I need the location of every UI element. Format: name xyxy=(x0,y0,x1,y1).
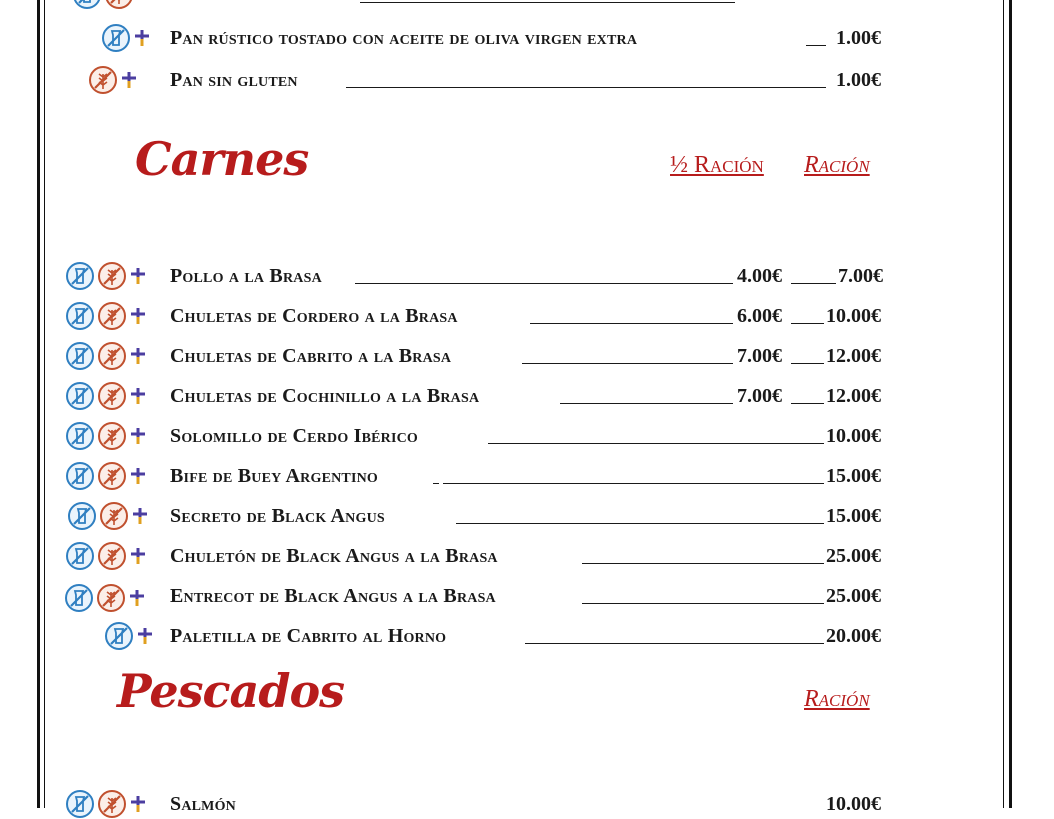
cross-icon xyxy=(131,796,145,812)
cross-icon xyxy=(131,548,145,564)
menu-item-row xyxy=(0,23,1054,53)
dot-leader xyxy=(355,283,733,284)
menu-item-half-price: 7.00€ xyxy=(737,385,782,407)
menu-item-row xyxy=(0,541,1054,571)
dot-leader xyxy=(360,2,735,3)
lactose-free-icon xyxy=(65,301,95,331)
gluten-free-icon xyxy=(97,341,127,371)
menu-item-name: Chuletas de Cabrito a la Brasa xyxy=(170,345,452,367)
cross-icon xyxy=(135,30,149,46)
menu-item-price: 20.00€ xyxy=(826,625,881,647)
menu-item-name: Paletilla de Cabrito al Horno xyxy=(170,625,447,647)
gluten-free-icon xyxy=(99,501,129,531)
menu-item-row xyxy=(0,789,1054,819)
dot-leader xyxy=(443,483,824,484)
gluten-free-icon xyxy=(88,65,118,95)
menu-item-price: 15.00€ xyxy=(826,505,881,527)
gluten-free-icon xyxy=(97,421,127,451)
lactose-free-icon xyxy=(65,541,95,571)
section-title-pescados: Pescados xyxy=(117,664,345,718)
dot-leader xyxy=(346,87,826,88)
menu-item-price: 12.00€ xyxy=(826,345,881,367)
gluten-free-icon xyxy=(97,261,127,291)
menu-item-name: Pan rústico tostado con aceite de oliva virgen extra xyxy=(170,27,638,49)
dot-leader xyxy=(522,363,733,364)
gluten-free-icon xyxy=(97,541,127,571)
menu-item-name: Bife de Buey Argentino xyxy=(170,465,378,487)
menu-item-name: Chuletón de Black Angus a la Brasa xyxy=(170,545,498,567)
lactose-free-icon xyxy=(65,261,95,291)
cross-icon xyxy=(131,428,145,444)
menu-item-price: 12.00€ xyxy=(826,385,881,407)
dot-leader xyxy=(806,45,826,46)
menu-item-half-price: 4.00€ xyxy=(737,265,782,287)
menu-item-price: 10.00€ xyxy=(826,793,881,815)
dot-leader xyxy=(488,443,824,444)
cross-icon xyxy=(131,388,145,404)
cross-icon xyxy=(130,590,144,606)
lactose-free-icon xyxy=(67,501,97,531)
dot-leader xyxy=(456,523,824,524)
menu-item-row xyxy=(0,65,1054,95)
lactose-free-icon xyxy=(64,583,94,613)
gluten-free-icon xyxy=(96,583,126,613)
menu-item-row xyxy=(0,621,1054,651)
menu-item-name: Entrecot de Black Angus a la Brasa xyxy=(170,585,496,607)
menu-item-row xyxy=(0,261,1054,291)
cross-icon xyxy=(131,308,145,324)
gluten-free-icon xyxy=(97,461,127,491)
lactose-free-icon xyxy=(65,381,95,411)
menu-item-row xyxy=(0,461,1054,491)
menu-item-half-price: 6.00€ xyxy=(737,305,782,327)
menu-item-row xyxy=(0,381,1054,411)
menu-item-row xyxy=(0,421,1054,451)
dot-leader xyxy=(582,563,824,564)
menu-item-row xyxy=(0,501,1054,531)
menu-item-row xyxy=(0,341,1054,371)
menu-item-name: Salmón xyxy=(170,793,236,815)
gluten-free-icon xyxy=(97,381,127,411)
lactose-free-icon xyxy=(101,23,131,53)
lactose-free-icon xyxy=(104,621,134,651)
menu-item-price: 1.00€ xyxy=(836,27,881,49)
gluten-free-icon xyxy=(97,301,127,331)
menu-item-price: 15.00€ xyxy=(826,465,881,487)
menu-item-row xyxy=(0,583,1054,613)
cut-off-menu-row xyxy=(0,0,1054,10)
menu-item-name: Chuletas de Cochinillo a la Brasa xyxy=(170,385,480,407)
menu-item-name: Chuletas de Cordero a la Brasa xyxy=(170,305,458,327)
menu-item-price: 10.00€ xyxy=(826,425,881,447)
dot-leader xyxy=(582,603,824,604)
column-header-full: Ración xyxy=(804,686,870,712)
menu-item-name: Solomillo de Cerdo Ibérico xyxy=(170,425,419,447)
lactose-free-icon xyxy=(65,421,95,451)
menu-item-price: 1.00€ xyxy=(836,69,881,91)
dot-leader xyxy=(791,323,824,324)
menu-item-row xyxy=(0,301,1054,331)
gluten-free-icon xyxy=(97,789,127,819)
dot-leader xyxy=(530,323,733,324)
menu-item-price: 10.00€ xyxy=(826,305,881,327)
dot-leader xyxy=(560,403,733,404)
menu-item-price: 25.00€ xyxy=(826,545,881,567)
lactose-free-icon xyxy=(65,461,95,491)
dot-leader xyxy=(791,403,824,404)
cross-icon xyxy=(131,268,145,284)
dot-leader xyxy=(791,363,824,364)
menu-item-price: 25.00€ xyxy=(826,585,881,607)
cross-icon xyxy=(131,348,145,364)
menu-item-half-price: 7.00€ xyxy=(737,345,782,367)
dot-leader xyxy=(433,483,439,484)
cross-icon xyxy=(131,468,145,484)
menu-item-price: 7.00€ xyxy=(838,265,883,287)
dot-leader xyxy=(791,283,836,284)
lactose-free-icon xyxy=(72,0,102,10)
menu-item-name: Secreto de Black Angus xyxy=(170,505,385,527)
column-header-full: Ración xyxy=(804,152,870,178)
cross-icon xyxy=(133,508,147,524)
lactose-free-icon xyxy=(65,341,95,371)
cross-icon xyxy=(138,628,152,644)
cross-icon xyxy=(122,72,136,88)
menu-item-name: Pollo a la Brasa xyxy=(170,265,322,287)
gluten-free-icon xyxy=(104,0,134,10)
section-title-carnes: Carnes xyxy=(135,132,309,186)
column-header-half: ½ Ración xyxy=(670,152,764,178)
dot-leader xyxy=(525,643,824,644)
lactose-free-icon xyxy=(65,789,95,819)
menu-item-name: Pan sin gluten xyxy=(170,69,298,91)
